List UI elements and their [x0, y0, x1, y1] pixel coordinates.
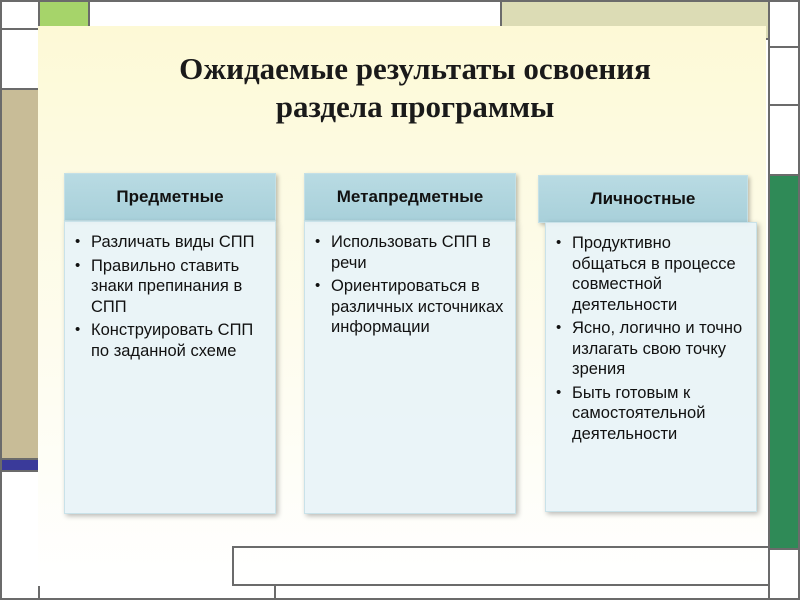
frame-block-white-bottom-1 — [38, 584, 276, 600]
slide-title — [90, 50, 740, 126]
column-box-meta-subject — [304, 221, 516, 514]
list-item: • Ясно, логично и точно излагать свою точку зрения — [572, 318, 748, 380]
frame-block-white-bottom-2 — [274, 584, 770, 600]
column-list-subject — [65, 222, 275, 361]
frame-block-white-right-3 — [768, 548, 800, 600]
column-heading-meta-subject: Метапредметные — [304, 173, 516, 221]
frame-line-bottom-inner — [232, 546, 770, 586]
column-box-subject — [64, 221, 276, 514]
frame-block-darkgreen-right — [768, 174, 800, 550]
list-item: • Конструировать СПП по заданной схеме — [91, 320, 267, 361]
frame-block-tan-left — [0, 88, 40, 460]
column-heading-personal: Личностные — [538, 175, 748, 223]
frame-block-white-top-right — [768, 0, 800, 48]
list-item: • Быть готовым к самостоятельной деятельности — [572, 383, 748, 445]
frame-block-white-left-1 — [0, 28, 40, 90]
frame-block-white-top — [88, 0, 502, 28]
list-item: • Различать виды СПП — [91, 232, 267, 253]
title-line-2: раздела программы — [275, 89, 555, 124]
column-list-meta-subject — [305, 222, 515, 338]
list-item: • Использовать СПП в речи — [331, 232, 507, 273]
frame-block-white-right-1 — [768, 46, 800, 106]
frame-block-white-top-left — [0, 0, 40, 30]
title-line-1: Ожидаемые результаты освоения — [179, 51, 651, 86]
list-item: • Ориентироваться в различных источниках информации — [331, 276, 507, 338]
list-item: • Правильно ставить знаки препинания в СПП — [91, 256, 267, 318]
column-list-personal — [546, 223, 756, 444]
frame-block-white-left-2 — [0, 470, 40, 600]
frame-block-white-right-2 — [768, 104, 800, 176]
column-heading-subject: Предметные — [64, 173, 276, 221]
column-box-personal — [545, 222, 757, 512]
list-item: • Продуктивно общаться в процессе совместной деятельности — [572, 233, 748, 315]
